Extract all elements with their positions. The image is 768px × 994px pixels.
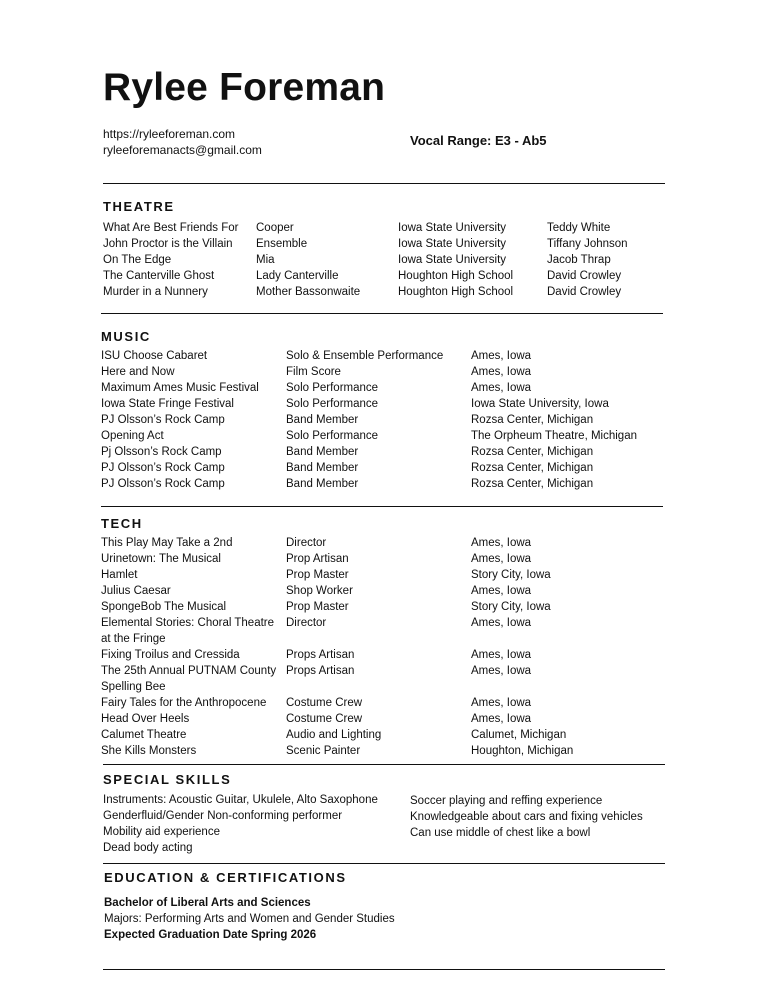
table-row [101, 551, 663, 567]
table-cell: Rozsa Center, Michigan [471, 462, 594, 474]
table-cell: Ames, Iowa [471, 537, 532, 549]
table-cell: The Orpheum Theatre, Michigan [471, 430, 637, 442]
table-row [101, 567, 663, 583]
table-cell: The Canterville Ghost [103, 270, 215, 282]
table-cell: Story City, Iowa [471, 601, 551, 613]
table-cell: Mia [256, 254, 275, 266]
table-cell: Costume Crew [286, 713, 363, 725]
table-cell: David Crowley [547, 286, 622, 298]
table-cell: Costume Crew [286, 697, 363, 709]
table-cell: David Crowley [547, 270, 622, 282]
table-cell: Hamlet [101, 569, 138, 581]
table-cell: Head Over Heels [101, 713, 190, 725]
list-item: Instruments: Acoustic Guitar, Ukulele, Alto Saxophone [103, 794, 378, 806]
section-title-theatre: THEATRE [103, 199, 175, 214]
list-item: Dead body acting [103, 842, 193, 854]
table-cell: Film Score [286, 366, 341, 378]
table-row [101, 743, 663, 759]
table-cell: Lady Canterville [256, 270, 339, 282]
table-cell: Solo Performance [286, 398, 379, 410]
divider [101, 506, 663, 507]
table-row [103, 236, 663, 252]
table-row [103, 268, 663, 284]
table-cell: Pj Olsson’s Rock Camp [101, 446, 222, 458]
table-cell: Houghton High School [398, 286, 514, 298]
table-cell: Ames, Iowa [471, 697, 532, 709]
tech-table [101, 535, 663, 759]
table-row [101, 348, 663, 364]
table-cell: Ames, Iowa [471, 366, 532, 378]
resume-name: Rylee Foreman [103, 66, 386, 109]
table-row [101, 695, 663, 711]
table-cell: Band Member [286, 478, 359, 490]
table-cell: PJ Olsson’s Rock Camp [101, 414, 225, 426]
table-cell: Prop Master [286, 601, 349, 613]
table-cell: Fixing Troilus and Cressida [101, 649, 240, 661]
table-cell: Director [286, 617, 327, 629]
table-cell: Fairy Tales for the Anthropocene [101, 697, 267, 709]
table-cell: Solo Performance [286, 430, 379, 442]
table-row [101, 444, 663, 460]
table-row [101, 428, 663, 444]
table-row [101, 460, 663, 476]
divider [103, 183, 665, 184]
table-cell: Band Member [286, 446, 359, 458]
table-cell: Julius Caesar [101, 585, 171, 597]
table-row [101, 647, 663, 663]
table-cell: Solo Performance [286, 382, 379, 394]
table-row [101, 711, 663, 727]
divider [101, 313, 663, 314]
table-cell: Maximum Ames Music Festival [101, 382, 259, 394]
divider [103, 764, 665, 765]
table-cell: The 25th Annual PUTNAM County Spelling Bee [101, 665, 277, 693]
table-row [101, 583, 663, 599]
table-cell: Ames, Iowa [471, 585, 532, 597]
table-cell: Prop Master [286, 569, 349, 581]
table-cell: Opening Act [101, 430, 164, 442]
list-item: Soccer playing and reffing experience [410, 795, 603, 807]
table-cell: Cooper [256, 222, 294, 234]
table-cell: Prop Artisan [286, 553, 349, 565]
table-cell: Mother Bassonwaite [256, 286, 361, 298]
theatre-table [103, 220, 663, 300]
education-block [104, 895, 404, 943]
table-cell: Calumet Theatre [101, 729, 187, 741]
table-cell: Ames, Iowa [471, 617, 532, 629]
table-cell: This Play May Take a 2nd [101, 537, 233, 549]
table-row [101, 380, 663, 396]
majors: Majors: Performing Arts and Women and Gender Studies [104, 913, 395, 925]
table-cell: Rozsa Center, Michigan [471, 414, 594, 426]
section-title-tech: TECH [101, 516, 143, 531]
table-cell: Solo & Ensemble Performance [286, 350, 444, 362]
table-cell: Urinetown: The Musical [101, 553, 221, 565]
table-cell: Murder in a Nunnery [103, 286, 208, 298]
table-cell: Ames, Iowa [471, 553, 532, 565]
table-cell: Shop Worker [286, 585, 353, 597]
table-cell: Teddy White [547, 222, 611, 234]
table-row [103, 252, 663, 268]
table-row [101, 599, 663, 615]
table-row [101, 412, 663, 428]
table-cell: Calumet, Michigan [471, 729, 567, 741]
table-cell: Props Artisan [286, 649, 355, 661]
table-row [101, 396, 663, 412]
table-cell: Ames, Iowa [471, 649, 532, 661]
table-cell: Houghton High School [398, 270, 514, 282]
email-link[interactable]: ryleeforemanacts@gmail.com [103, 143, 262, 157]
table-cell: PJ Olsson’s Rock Camp [101, 478, 225, 490]
divider [103, 969, 665, 970]
list-item: Genderfluid/Gender Non-conforming performer [103, 810, 343, 822]
table-row [103, 284, 663, 300]
table-cell: Here and Now [101, 366, 175, 378]
table-cell: Rozsa Center, Michigan [471, 446, 594, 458]
section-title-education: EDUCATION & CERTIFICATIONS [104, 870, 347, 885]
table-cell: Jacob Thrap [547, 254, 611, 266]
table-cell: Rozsa Center, Michigan [471, 478, 594, 490]
table-row [101, 476, 663, 492]
degree: Bachelor of Liberal Arts and Sciences [104, 897, 311, 909]
table-cell: John Proctor is the Villain [103, 238, 233, 250]
table-row [101, 727, 663, 743]
table-cell: Iowa State University [398, 254, 507, 266]
divider [103, 863, 665, 864]
table-row [103, 220, 663, 236]
table-row [101, 535, 663, 551]
table-cell: Audio and Lighting [286, 729, 382, 741]
table-cell: Band Member [286, 414, 359, 426]
skills-right-list [410, 793, 643, 841]
table-cell: Elemental Stories: Choral Theatre at the Fringe [101, 617, 275, 645]
table-cell: Iowa State University, Iowa [471, 398, 609, 410]
vocal-range: Vocal Range: E3 - Ab5 [410, 133, 547, 148]
list-item: Can use middle of chest like a bowl [410, 827, 591, 839]
table-cell: Ames, Iowa [471, 665, 532, 677]
table-cell: ISU Choose Cabaret [101, 350, 208, 362]
table-cell: Ames, Iowa [471, 350, 532, 362]
table-row [101, 663, 663, 695]
table-cell: Tiffany Johnson [547, 238, 628, 250]
list-item: Mobility aid experience [103, 826, 220, 838]
table-cell: Scenic Painter [286, 745, 361, 757]
table-cell: Ames, Iowa [471, 713, 532, 725]
contact-block [103, 126, 262, 158]
table-cell: Houghton, Michigan [471, 745, 574, 757]
table-cell: She Kills Monsters [101, 745, 197, 757]
website-link[interactable]: https://ryleeforeman.com [103, 127, 236, 141]
section-title-music: MUSIC [101, 329, 151, 344]
table-cell: On The Edge [103, 254, 172, 266]
section-title-special-skills: SPECIAL SKILLS [103, 772, 232, 787]
skills-left-list [103, 792, 378, 856]
list-item: Knowledgeable about cars and fixing vehicles [410, 811, 643, 823]
table-cell: Ensemble [256, 238, 308, 250]
table-cell: Ames, Iowa [471, 382, 532, 394]
table-cell: What Are Best Friends For [103, 222, 239, 234]
table-cell: Iowa State Fringe Festival [101, 398, 234, 410]
table-cell: Director [286, 537, 327, 549]
table-row [101, 364, 663, 380]
table-row [101, 615, 663, 647]
table-cell: PJ Olsson’s Rock Camp [101, 462, 225, 474]
table-cell: SpongeBob The Musical [101, 601, 227, 613]
music-table [101, 348, 663, 492]
table-cell: Iowa State University [398, 222, 507, 234]
table-cell: Iowa State University [398, 238, 507, 250]
graduation-date: Expected Graduation Date Spring 2026 [104, 929, 317, 941]
table-cell: Band Member [286, 462, 359, 474]
table-cell: Props Artisan [286, 665, 355, 677]
table-cell: Story City, Iowa [471, 569, 551, 581]
